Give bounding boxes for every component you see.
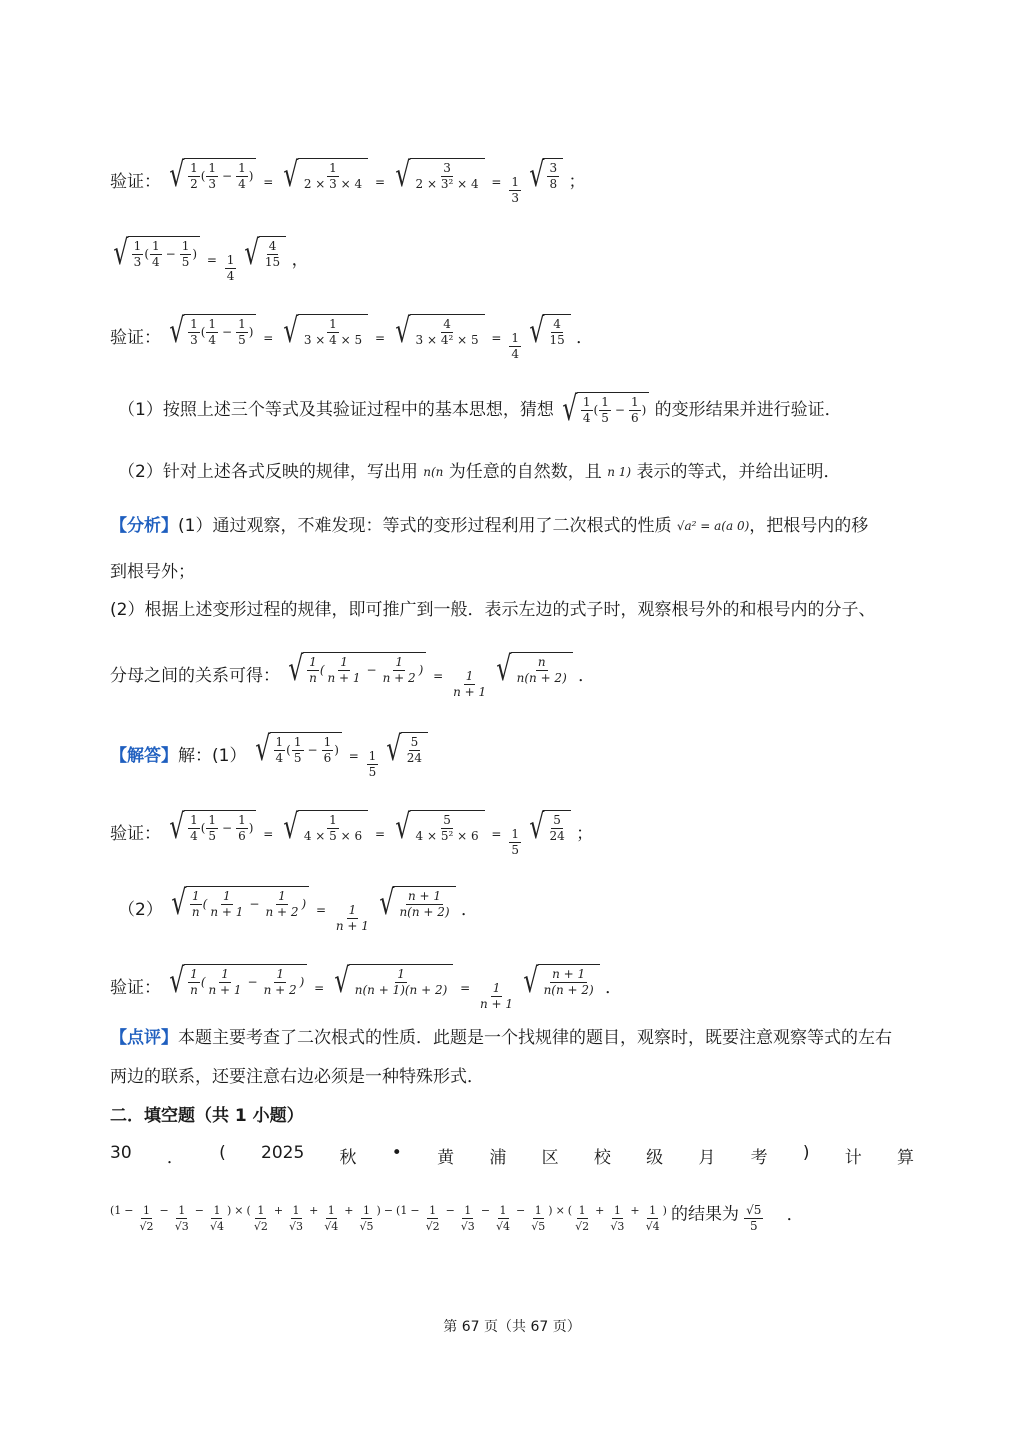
q30-token: 月 <box>698 1148 716 1168</box>
math-expression: (1 − $\frac{1}{√2}$ − $\frac{1}{√3}$ − $\frac{1}{√4}$ ) × ( $\frac{1}{√2}$ + $\frac{1}{√3}$ + $\frac{1}{√4}$ + $\frac{1}{√5}$ ) − (1 − $\frac{1}{√2}$ − $\frac{1}{√3}$ − $\frac{1}{√4}$ − $\frac{1}{√5}$ ) × ( $\frac{1}{√2}$ + $\frac{1}{√3}$ + $\frac{1}{√4}$ ) <box>110 1203 667 1233</box>
q30-token: 考 <box>750 1148 768 1168</box>
verify-line-4 <box>110 807 594 858</box>
q30-token: • <box>391 1143 402 1163</box>
q30-token: 秋 <box>339 1148 357 1168</box>
q30-token: 计 <box>844 1148 862 1168</box>
q30-token: 算 <box>896 1148 914 1168</box>
analysis-line-3 <box>110 598 875 622</box>
question-2-text-b: 为任意的自然数，且 <box>448 462 602 482</box>
verify-label: 验证： <box>110 824 161 844</box>
question-2-text-c: 表示的等式，并给出证明． <box>636 462 841 482</box>
q30-token: 30 <box>110 1143 132 1163</box>
question-30-header <box>110 1143 914 1168</box>
answer-line-2 <box>118 883 478 934</box>
line-end: ； <box>568 172 586 192</box>
analysis-text-a: (1）通过观察，不难发现：等式的变形过程利用了二次根式的性质 <box>178 516 672 536</box>
condition: n 1) <box>607 465 632 479</box>
verify-label: 验证： <box>110 172 161 192</box>
math-expression: √ $\frac{1}{4}$ ( $\frac{1}{5}$ − $\frac{1}{6}$ ) <box>559 392 649 428</box>
answer-numerator: √5 <box>746 1203 762 1217</box>
analysis-tag: 【分析】 <box>110 516 178 536</box>
q30-token: 黄 <box>437 1148 455 1168</box>
q30-token: 2025 <box>261 1143 305 1163</box>
math-expression: √ $\frac{1}{n}$ ( $\frac{1}{n + 1}$ − $\frac{1}{n + 2}$ ) = $\frac{1}{n + 1}$ √ $\frac{n}{n(n + 2)}$ <box>285 652 572 700</box>
answer-denominator: 5 <box>749 1219 758 1233</box>
line-end: ； <box>576 824 594 844</box>
verify-line-3 <box>110 311 594 362</box>
line-end: ． <box>605 978 623 998</box>
q30-token: 区 <box>541 1148 559 1168</box>
analysis-text-b: ，把根号内的移 <box>749 516 869 536</box>
analysis-line-4 <box>110 649 596 700</box>
q30-suffix: 的结果为 <box>671 1204 740 1225</box>
math-expression: √ $\frac{1}{3}$ ( $\frac{1}{4}$ − $\frac{1}{5}$ ) = √ $\frac{1}{3 \times 4 \times 5}$ = √ $\frac{4}{\text{3 × 4² × 5}}$ = $\frac{1}{4}$ √ $\frac{4}{15}$ <box>166 314 570 362</box>
line-end: ， <box>291 250 309 270</box>
question-1-text-b: 的变形结果并进行验证． <box>654 400 842 420</box>
math-expression: √ $\frac{1}{4}$ ( $\frac{1}{5}$ − $\frac{1}{6}$ ) = $\frac{1}{5}$ √ $\frac{5}{24}$ <box>252 732 428 780</box>
line-end: ． <box>578 666 596 686</box>
math-expression: √ $\frac{1}{4}$ ( $\frac{1}{5}$ − $\frac{1}{6}$ ) = √ $\frac{1}{4 \times 5 \times 6}$ = √ $\frac{5}{\text{4 × 5² × 6}}$ = $\frac{1}{5}$ √ $\frac{5}{24}$ <box>166 810 570 858</box>
verify-label: 验证： <box>110 978 161 998</box>
comment-text-a: 本题主要考查了二次根式的性质．此题是一个找规律的题目，观察时，既要注意观察等式的左右 <box>178 1028 892 1048</box>
answer-part2: （2） <box>118 900 163 920</box>
question-1-text-a: （1）按照上述三个等式及其验证过程中的基本思想，猜想 <box>118 400 554 420</box>
answer-tag: 【解答】 <box>110 746 178 766</box>
property-formula: √a² = a(a 0) <box>676 519 750 533</box>
analysis-text-d: (2）根据上述变形过程的规律，即可推广到一般．表示左边的式子时，观察根号外的和根号内的分子、 <box>110 600 876 620</box>
analysis-text-e: 分母之间的关系可得： <box>110 666 280 686</box>
verify-line-5 <box>110 961 623 1012</box>
question-1 <box>118 389 842 429</box>
variable-n: n(n <box>423 465 444 479</box>
q30-token: 校 <box>593 1148 611 1168</box>
q30-token: ) <box>802 1143 810 1163</box>
q30-token: 级 <box>646 1148 664 1168</box>
line-end: ． <box>460 900 478 920</box>
analysis-line-2 <box>110 560 195 584</box>
page-footer: 第 67 页（共 67 页） <box>443 1319 581 1335</box>
question-2-text-a: （2）针对上述各式反映的规律，写出用 <box>118 462 418 482</box>
analysis-line-1 <box>110 514 868 538</box>
comment-text-b: 两边的联系，还要注意右边必须是一种特殊形式． <box>110 1067 484 1087</box>
question-2 <box>118 460 840 484</box>
comment-line-1 <box>110 1026 892 1050</box>
verify-line-1 <box>110 155 586 206</box>
comment-line-2 <box>110 1065 484 1089</box>
math-expression: √ $\frac{1}{2}$ ( $\frac{1}{3}$ − $\frac{1}{4}$ ) = √ $\frac{1}{2 \times 3 \times 4}$ = √ $\frac{3}{\text{2 × 3² × 4}}$ = $\frac{1}{3}$ √ $\frac{3}{8}$ <box>166 158 563 206</box>
q30-token: ． <box>166 1148 184 1168</box>
section-title: 二．填空题（共 1 小题） <box>110 1106 304 1126</box>
q30-token: ( <box>219 1143 226 1163</box>
verify-label: 验证： <box>110 328 161 348</box>
q30-token: 浦 <box>489 1148 507 1168</box>
analysis-text-c: 到根号外； <box>110 562 195 582</box>
line-end: ． <box>786 1204 804 1225</box>
answer-text: 解：(1） <box>178 746 247 766</box>
line-end: ． <box>576 328 594 348</box>
q30-answer <box>743 1198 764 1234</box>
answer-line-1 <box>110 729 428 780</box>
equation-line-2 <box>110 233 309 284</box>
math-expression: √ $\frac{1}{n}$ ( $\frac{1}{n + 1}$ − $\frac{1}{n + 2}$ ) = $\frac{1}{n + 1}$ √ $\frac{n + 1}{n(n + 2)}$ <box>168 886 455 934</box>
question-30-expression <box>110 1198 804 1234</box>
comment-tag: 【点评】 <box>110 1028 178 1048</box>
math-expression: √ $\frac{1}{3}$ ( $\frac{1}{4}$ − $\frac{1}{5}$ ) = $\frac{1}{4}$ √ $\frac{4}{15}$ <box>110 236 286 284</box>
math-expression: √ $\frac{1}{n}$ ( $\frac{1}{n + 1}$ − $\frac{1}{n + 2}$ ) = √ $\frac{1}{n(n + 1)(n + 2)}$ = $\frac{1}{n + 1}$ √ $\frac{n + 1}{n(n + 2)}$ <box>166 964 599 1012</box>
